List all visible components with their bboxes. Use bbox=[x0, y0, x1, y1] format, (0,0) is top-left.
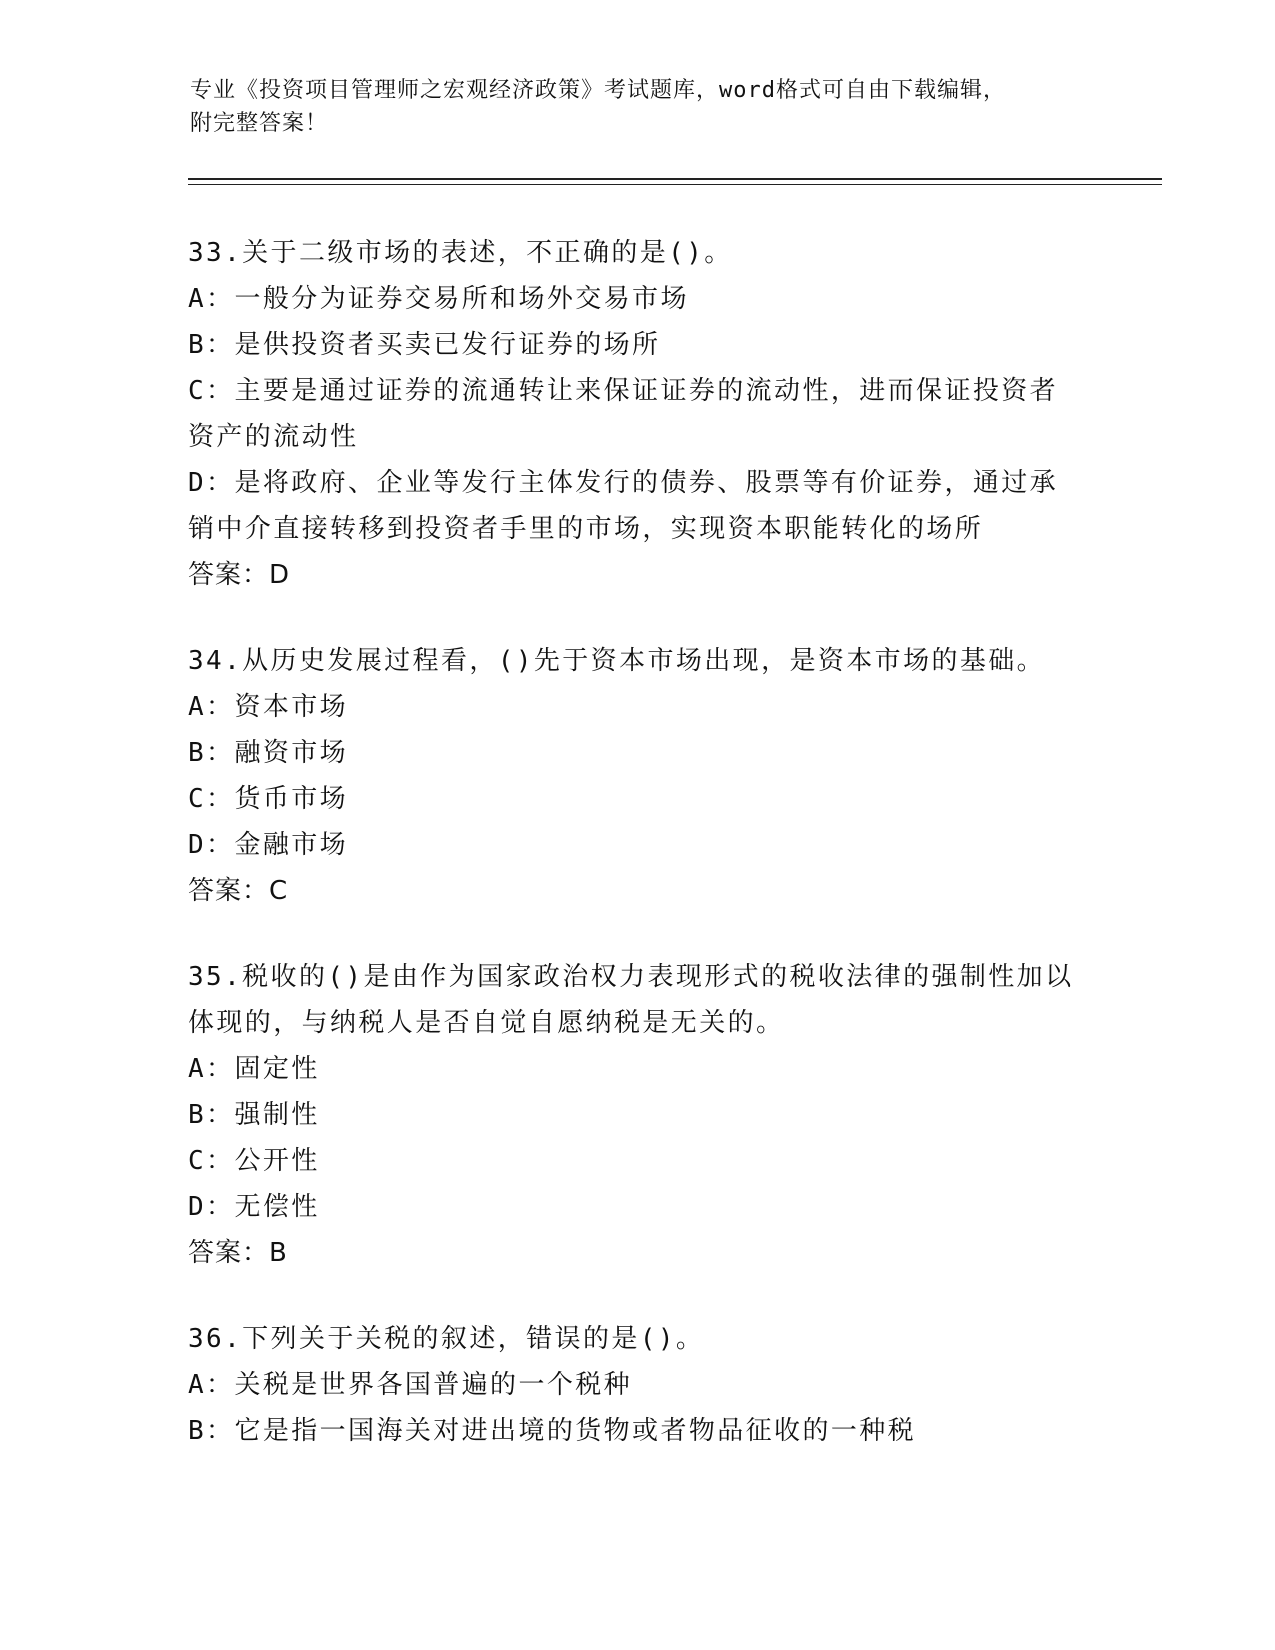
question-stem-line: 33.关于二级市场的表述，不正确的是()。 bbox=[188, 238, 733, 268]
option-line: A：资本市场 bbox=[188, 692, 349, 722]
option-line: B：是供投资者买卖已发行证券的场所 bbox=[188, 330, 661, 360]
option-line: C：货币市场 bbox=[188, 784, 349, 814]
question-stem-line: 34.从历史发展过程看，()先于资本市场出现，是资本市场的基础。 bbox=[188, 646, 1046, 676]
answer-line: 答案：B bbox=[188, 1238, 288, 1268]
option-line: A：一般分为证券交易所和场外交易市场 bbox=[188, 284, 689, 314]
header-rule-thick bbox=[188, 178, 1162, 180]
header-rule-thin bbox=[188, 184, 1162, 185]
option-line: D：无偿性 bbox=[188, 1192, 320, 1222]
option-line: 销中介直接转移到投资者手里的市场，实现资本职能转化的场所 bbox=[188, 514, 984, 544]
question-stem-line: 36.下列关于关税的叙述，错误的是()。 bbox=[188, 1324, 705, 1354]
answer-line: 答案：D bbox=[188, 560, 291, 590]
option-line: D：金融市场 bbox=[188, 830, 349, 860]
question-block bbox=[188, 230, 1088, 598]
document-header bbox=[190, 74, 1090, 140]
question-block bbox=[188, 638, 1088, 914]
header-line-1: 专业《投资项目管理师之宏观经济政策》考试题库，word格式可自由下载编辑， bbox=[190, 78, 1006, 103]
option-line: C：主要是通过证券的流通转让来保证证券的流动性，进而保证投资者 bbox=[188, 376, 1059, 406]
question-block bbox=[188, 954, 1088, 1276]
option-line: B：它是指一国海关对进出境的货物或者物品征收的一种税 bbox=[188, 1416, 917, 1446]
option-line: C：公开性 bbox=[188, 1146, 320, 1176]
question-list bbox=[188, 230, 1088, 1494]
answer-line: 答案：C bbox=[188, 876, 289, 906]
option-line: A：固定性 bbox=[188, 1054, 320, 1084]
option-line: B：融资市场 bbox=[188, 738, 349, 768]
question-stem-line: 体现的，与纳税人是否自觉自愿纳税是无关的。 bbox=[188, 1008, 785, 1038]
question-stem-line: 35.税收的()是由作为国家政治权力表现形式的税收法律的强制性加以 bbox=[188, 962, 1074, 992]
question-block bbox=[188, 1316, 1088, 1454]
option-line: 资产的流动性 bbox=[188, 422, 359, 452]
header-line-2: 附完整答案！ bbox=[190, 111, 329, 136]
option-line: D：是将政府、企业等发行主体发行的债券、股票等有价证券，通过承 bbox=[188, 468, 1059, 498]
option-line: A：关税是世界各国普遍的一个税种 bbox=[188, 1370, 633, 1400]
option-line: B：强制性 bbox=[188, 1100, 320, 1130]
